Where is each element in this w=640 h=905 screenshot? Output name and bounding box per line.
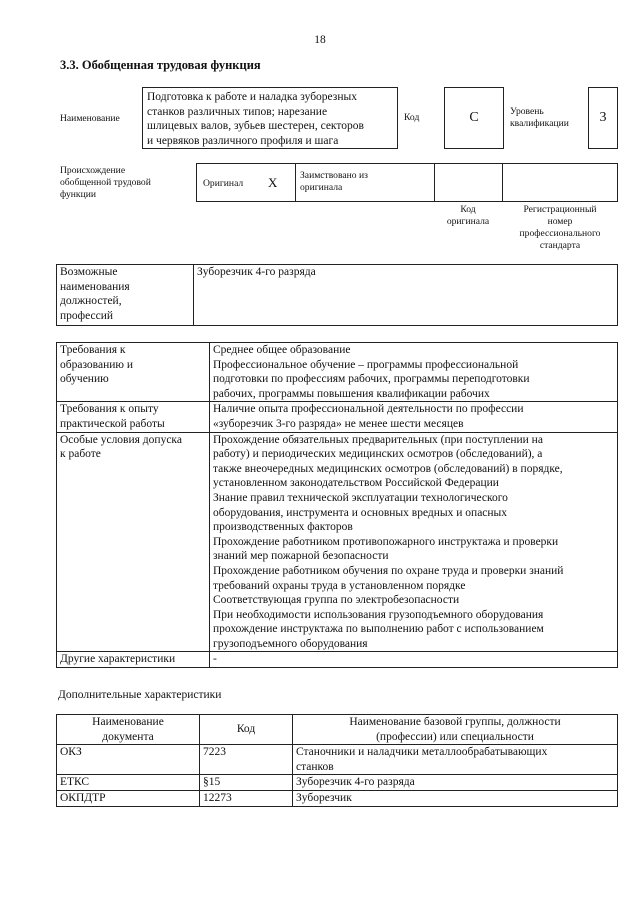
- level-label: [510, 106, 569, 130]
- document-cell: ОКЗ: [57, 745, 200, 775]
- requirement-value-line: Прохождение работником обучения по охране труда и проверки знаний: [213, 564, 564, 577]
- requirement-value-line: также внеочередных медицинских осмотров (обследований) в порядке,: [213, 462, 563, 475]
- table-row: [57, 775, 618, 791]
- origin-label-line: функции: [60, 189, 96, 200]
- group-name-cell: [293, 790, 618, 806]
- requirement-label-line: практической работы: [60, 417, 165, 430]
- positions-label: [57, 265, 194, 326]
- requirement-label-line: Другие характеристики: [60, 653, 176, 666]
- requirement-value-line: грузоподъемного оборудования: [213, 637, 368, 650]
- header-document-line: документа: [102, 730, 154, 743]
- positions-label-line: профессий: [60, 309, 114, 322]
- requirement-value-line: Наличие опыта профессиональной деятельности по профессии: [213, 403, 524, 416]
- requirement-value-line: Соответствующая группа по электробезопасности: [213, 594, 460, 607]
- requirement-value-line: Среднее общее образование: [213, 344, 351, 356]
- table-row: [57, 790, 618, 806]
- requirement-value-line: рабочих, программы повышения квалификации рабочих: [213, 387, 490, 400]
- requirements-table: [56, 342, 618, 668]
- additional-table: [56, 714, 618, 807]
- borrowed-label-line: Заимствовано из: [300, 170, 368, 181]
- requirement-value-line: -: [213, 653, 217, 666]
- section-title: 3.3. Обобщенная трудовая функция: [60, 58, 261, 72]
- document-cell: ОКПДТР: [57, 790, 200, 806]
- requirement-value-line: прохождение инструктажа по выполнению работ с использованием: [213, 623, 544, 636]
- group-name-line: станков: [296, 760, 334, 773]
- level-value: 3: [599, 110, 607, 125]
- header-code: Код: [200, 715, 293, 745]
- group-name-line: Зуборезчик 4-го разряда: [296, 776, 415, 789]
- requirement-value: [210, 432, 618, 652]
- borrowed-label-line: оригинала: [300, 182, 343, 193]
- group-name-cell: [293, 775, 618, 791]
- code-label: Код: [404, 112, 420, 123]
- requirement-value-line: работу) и периодических медицинских осмотров (обследований), а: [213, 448, 543, 461]
- requirement-label-line: образованию и: [60, 358, 133, 371]
- group-name-cell: [293, 745, 618, 775]
- requirement-label-line: Требования к: [60, 344, 126, 356]
- level-value-box: [588, 87, 618, 149]
- reg-number-caption-line: стандарта: [539, 240, 581, 251]
- reg-number-caption-line: номер: [547, 216, 573, 227]
- requirement-value-line: Прохождение обязательных предварительных (при поступлении на: [213, 433, 543, 446]
- function-name-text: [147, 90, 393, 148]
- requirement-value-line: Профессиональное обучение – программы профессиональной: [213, 358, 519, 371]
- table-row: [57, 745, 618, 775]
- requirement-label-line: Особые условия допуска: [60, 433, 182, 446]
- requirement-row: [57, 343, 618, 402]
- requirement-value-line: требований охраны труда в установленном порядке: [213, 579, 466, 592]
- requirement-label: [57, 402, 210, 432]
- requirement-row: [57, 432, 618, 652]
- code-original-caption: [432, 204, 504, 228]
- requirement-value-line: знаний мер пожарной безопасности: [213, 550, 389, 563]
- code-original-caption-line: Код: [460, 204, 476, 215]
- requirement-value-line: производственных факторов: [213, 521, 353, 534]
- original-mark: Х: [268, 175, 278, 190]
- requirement-label: [57, 652, 210, 668]
- level-label-line: квалификации: [510, 118, 569, 129]
- group-name-line: Зуборезчик: [296, 791, 352, 804]
- header-name: [293, 715, 618, 745]
- header-name-line: (профессии) или специальности: [376, 730, 534, 743]
- positions-label-line: должностей,: [60, 295, 122, 308]
- header-document: [57, 715, 200, 745]
- additional-title: Дополнительные характеристики: [58, 689, 222, 701]
- requirement-value: [210, 402, 618, 432]
- requirement-label-line: к работе: [60, 448, 101, 461]
- requirement-value-line: Знание правил технической эксплуатации технологического: [213, 491, 508, 504]
- group-name-line: Станочники и наладчики металлообрабатывающих: [296, 746, 548, 759]
- origin-label-line: Происхождение: [60, 165, 126, 176]
- borrowed-label: [300, 170, 368, 194]
- original-label: Оригинал: [203, 178, 244, 189]
- function-name-line: и червяков различного профиля и шага: [147, 134, 339, 147]
- function-name-line: шлицевых валов, зубьев шестерен, секторов: [147, 120, 364, 133]
- function-name-line: Подготовка к работе и наладка зуборезных: [147, 91, 357, 103]
- page-number: 18: [314, 34, 326, 46]
- header-document-line: Наименование: [92, 716, 164, 728]
- function-name-line: станков различных типов; нарезание: [147, 105, 328, 118]
- requirement-value-line: подготовки по профессиям рабочих, программы переподготовки: [213, 373, 530, 386]
- origin-label-line: обобщенной трудовой: [60, 177, 151, 188]
- requirement-label: [57, 343, 210, 402]
- requirement-label: [57, 432, 210, 652]
- requirement-label-line: обучению: [60, 373, 109, 386]
- requirement-row: [57, 652, 618, 668]
- reg-number-caption-line: Регистрационный: [523, 204, 597, 215]
- code-cell: 12273: [200, 790, 293, 806]
- function-name-box: [142, 87, 398, 149]
- requirement-value-line: «зуборезчик 3-го разряда» не менее шести месяцев: [213, 417, 464, 430]
- positions-value: Зуборезчик 4-го разряда: [194, 265, 618, 326]
- requirement-label-line: Требования к опыту: [60, 403, 159, 416]
- header-name-line: Наименование базовой группы, должности: [349, 716, 561, 728]
- positions-label-line: Возможные: [60, 266, 118, 278]
- requirement-value-line: При необходимости использования грузоподъемного оборудования: [213, 608, 544, 621]
- code-cell: §15: [200, 775, 293, 791]
- code-value: С: [469, 110, 479, 125]
- origin-label: [60, 165, 151, 201]
- code-value-box: [444, 87, 504, 149]
- requirement-value: [210, 652, 618, 668]
- requirement-value-line: Прохождение работником противопожарного инструктажа и проверки: [213, 535, 559, 548]
- requirement-row: [57, 402, 618, 432]
- code-cell: 7223: [200, 745, 293, 775]
- document-cell: ЕТКС: [57, 775, 200, 791]
- positions-table: [56, 264, 618, 326]
- requirement-value: [210, 343, 618, 402]
- requirement-value-line: оборудования, инструмента и основных вредных и опасных: [213, 506, 508, 519]
- reg-number-caption: [502, 204, 618, 252]
- positions-label-line: наименования: [60, 280, 130, 293]
- origin-table: [196, 163, 618, 202]
- code-original-caption-line: оригинала: [446, 216, 490, 227]
- name-label: Наименование: [60, 113, 120, 124]
- level-label-line: Уровень: [510, 106, 544, 117]
- reg-number-caption-line: профессионального: [519, 228, 601, 239]
- requirement-value-line: установленном законодательством Российской Федерации: [213, 477, 499, 490]
